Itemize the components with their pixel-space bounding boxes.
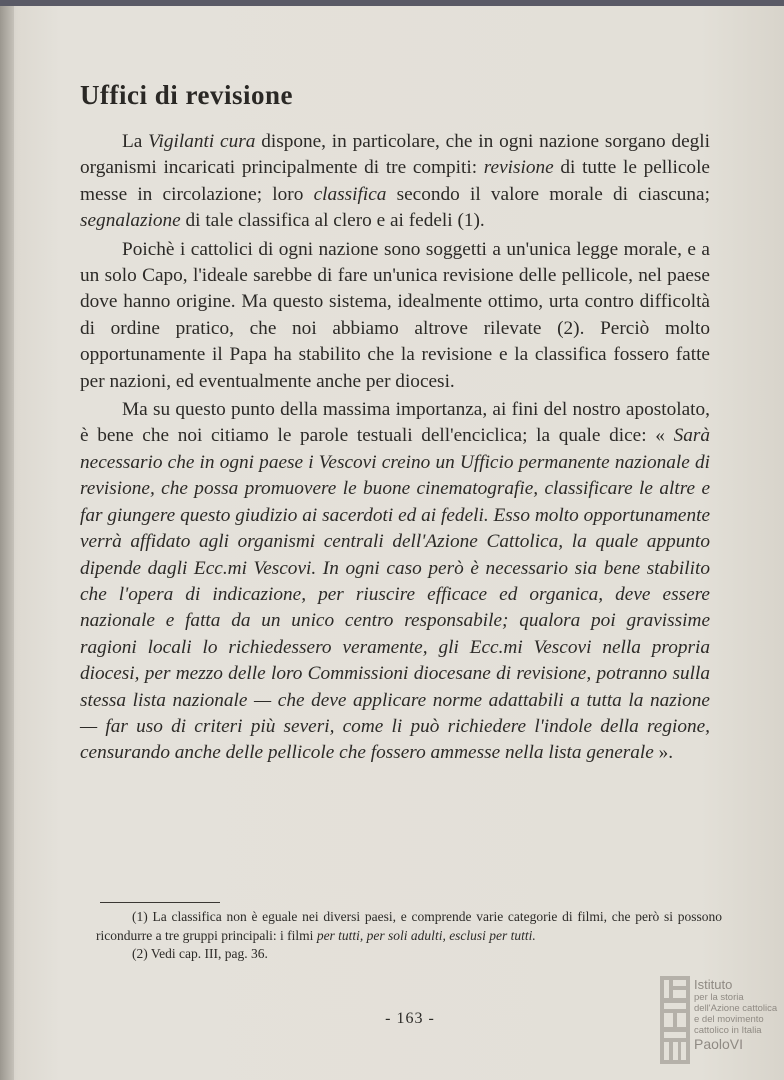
text-run: di tutte le pellicole messe in circolazione; loro	[80, 157, 710, 205]
watermark-line-6: PaoloVI	[694, 1036, 744, 1052]
footnote-1	[96, 908, 722, 945]
watermark-line-2: per la storia	[694, 992, 744, 1003]
italic-run: revisione	[483, 157, 554, 179]
text-run: di tale classifica al clero e ai fedeli (1).	[180, 210, 485, 232]
page-top-edge	[0, 0, 784, 6]
italic-run: Sarà necessario che in ogni paese i Vescovi creino un Ufficio permanente nazionale di revisione, che possa promuovere le buone cinematografie, classificare le altre e far giungere questo giudizio ai sacerdoti ed ai fedeli. Esso molto opportunamente verrà affidato agli organismi centrali dell'Azione Cattolica, la quale appunto dipende dagli Ecc.mi Vescovi. In ogni caso però è necessario sia bene stabilito che l'opera di indicazione, per riuscire efficace ed organica, deve essere nazionale e fatta da un unico centro responsabile; qualora poi gravissime ragioni locali lo richiedessero veramente, gli Ecc.mi Vescovi nella propria diocesi, per mezzo delle loro Commissioni diocesane di revisione, potranno sulla stessa lista nazionale — che deve applicare norme adattabili a tutta la nazione — far uso di criteri più severi, come li può richiedere l'indole della regione, censurando anche delle pellicole che fossero ammesse nella lista generale	[80, 425, 710, 764]
footnote-2	[96, 945, 722, 964]
italic-run: Vigilanti cura	[148, 131, 256, 152]
isacem-logo-icon	[660, 976, 690, 1064]
paragraph-3-quotation	[80, 397, 710, 767]
section-heading: Uffici di revisione	[80, 80, 293, 110]
watermark-line-5: cattolico in Italia	[694, 1025, 762, 1036]
text-run: secondo il valore morale di ciascuna;	[386, 183, 710, 205]
main-text-block	[80, 80, 710, 767]
italic-run: classifica	[313, 183, 387, 205]
page-gutter-shadow	[0, 0, 14, 1080]
text-run: La	[122, 131, 149, 152]
watermark-line-1: Istituto	[694, 977, 733, 992]
paragraph-2	[80, 237, 710, 395]
italic-run: segnalazione	[80, 210, 181, 232]
text-run: Poichè i cattolici di ogni nazione sono soggetti a un'unica legge morale, e a un solo Capo, l'ideale sarebbe di fare un'unica revisione delle pellicole, nel paese dove hanno origine. Ma questo sistema, idealmente ottimo, urta contro difficoltà di ordine pratico, che noi abbiamo altrove rilevate (2). Perciò molto opportunamente il Papa ha stabilito che la revisione e la classifica fossero fatte per nazioni, ed eventualmente anche per diocesi.	[80, 238, 710, 392]
footnotes	[96, 908, 722, 964]
archive-watermark	[660, 976, 780, 1066]
footnote-divider	[100, 902, 220, 903]
watermark-text	[694, 978, 784, 1052]
text-run: ».	[653, 742, 674, 764]
text-run: (1) La classifica non è eguale nei diversi paesi, e comprende varie categorie di filmi, che però si possono ricondurre a tre gruppi principali: i filmi	[96, 909, 722, 943]
paragraph-1	[80, 129, 710, 235]
text-run: (2) Vedi cap. III, pag. 36.	[132, 946, 268, 961]
text-run: dispone, in particolare, che in ogni nazione sorgano degli organismi incaricati principalmente di tre compiti:	[80, 131, 710, 179]
text-run: Ma su questo punto della massima importanza, ai fini del nostro apostolato, è bene che noi citiamo le parole testuali dell'enciclica; la quale dice: «	[80, 399, 710, 447]
page-number: - 163 -	[385, 1010, 435, 1027]
watermark-line-4: e del movimento	[694, 1014, 764, 1025]
watermark-line-3: dell'Azione cattolica	[694, 1003, 778, 1014]
italic-run: per tutti, per soli adulti, esclusi per tutti.	[316, 927, 536, 943]
